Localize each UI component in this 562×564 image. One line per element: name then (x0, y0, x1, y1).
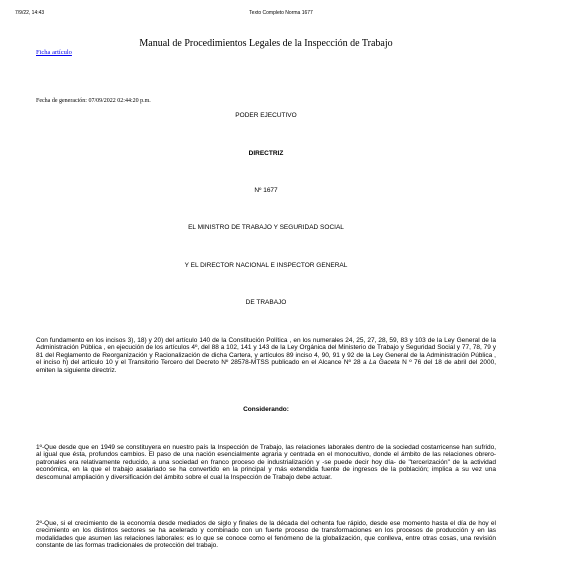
directriz-number: Nº 1677 (254, 187, 278, 194)
considerando-heading: Considerando: (243, 406, 289, 413)
fundamento-text: Con fundamento en los incisos 3), 18) y 20) del artículo 140 de la Constitución Política , en los numerales 24, 25, 27, 28, 59, 83 y 103 de la Ley General de la Administración Pública , en ejecución de los artículos 4º, del 88 a 102, 141 y 143 de la Ley Orgánica del Ministerio de Trabajo y Seguridad Social y 77, 78, 79 y 81 del Reglamento de Reorganización y Racionalización de dicha Cartera, y artículos 89 inciso 4, 90, 91 y 92 de la Ley General de la Administración Pública , el inciso h) del artículo 10 y el Transitorio Tercero del Decreto Nº 28578-MTSS publicado en el Alcance Nº 28 a (36, 337, 496, 367)
fundamento-paragraph (36, 337, 496, 374)
ministro-heading: EL MINISTRO DE TRABAJO Y SEGURIDAD SOCIAL (188, 224, 344, 231)
print-page-title: Texto Completo Norma 1677 (249, 10, 313, 16)
considerando-paragraph-2: 2º-Que, si el crecimiento de la economía desde mediados de siglo y finales de la década del ochenta fue rápido, desde ese momento hasta el día de hoy el crecimiento en los distintos sectores se ha acelerado y combinado con un fuerte proceso de transformaciones en los procesos de producción y en las modalidades que asumen las relaciones laborales: es lo que se conoce como el fenómeno de la globalización, que conlleva, entre otras cosas, una revisión constante de las formas tradicionales de protección del trabajo. (36, 520, 496, 550)
directriz-heading: DIRECTRIZ (248, 150, 284, 157)
director-heading: Y EL DIRECTOR NACIONAL E INSPECTOR GENERAL (184, 262, 348, 269)
fundamento-text-end: N º 76 del 18 de abril del 2000, emiten la siguiente directriz. (36, 359, 497, 374)
ficha-articulo-link[interactable]: Ficha artículo (36, 49, 72, 56)
document-title: Manual de Procedimientos Legales de la Inspección de Trabajo (139, 38, 393, 49)
print-datetime: 7/9/22, 14:43 (15, 10, 45, 16)
considerando-paragraph-1: 1º-Que desde que en 1949 se constituyera en nuestro país la Inspección de Trabajo, las relaciones laborales dentro de la sociedad costarricense han sufrido, al igual que ésta, profundos cambios. El paso de una nación esencialmente agraria y centrada en el monocultivo, donde el ámbito de las relaciones obrero-patronales era relativamente reducido, a una sociedad en franco proceso de industrialización y -se puede decir hoy día- de "tercerización" de la actividad económica, en la que el trabajo asalariado se ha convertido en la principal y más extendida fuente de ingresos de la población; implica a su vez una descomunal ampliación y diversificación del ámbito sobre el cual la Inspección de Trabajo debe actuar. (36, 444, 496, 481)
generation-date: Fecha de generación: 07/09/2022 02:44:20 p.m. (36, 98, 151, 104)
de-trabajo-heading: DE TRABAJO (245, 299, 287, 306)
poder-ejecutivo-heading: PODER EJECUTIVO (235, 112, 297, 119)
la-gaceta-italic: La Gaceta (369, 359, 400, 367)
